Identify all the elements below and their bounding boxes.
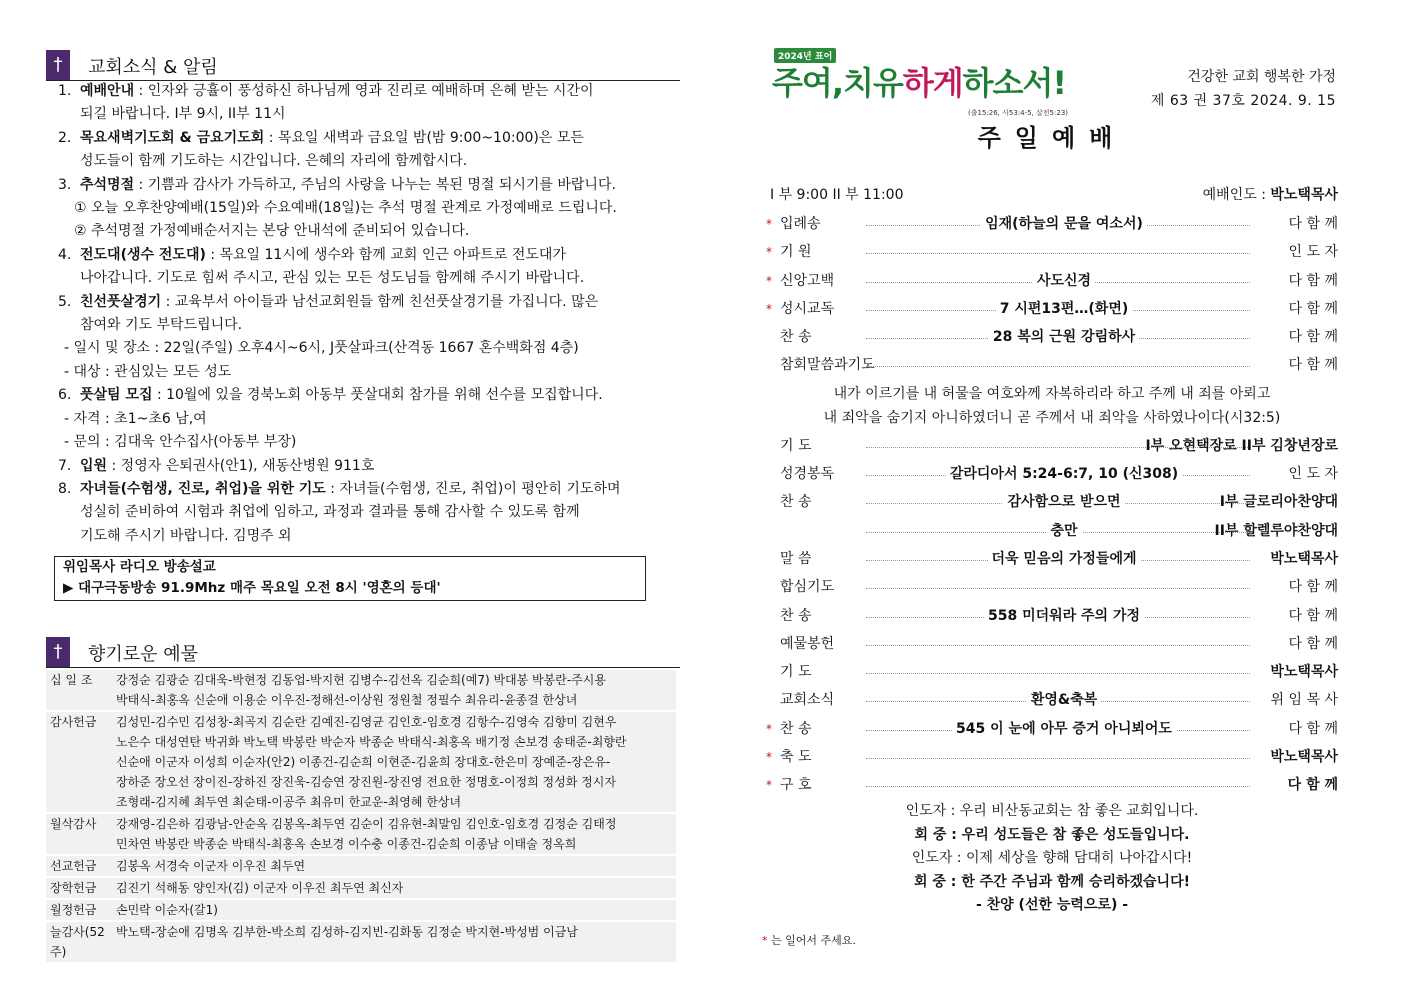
order-person: 박노택목사 — [1270, 749, 1338, 766]
verse-line: 내 죄악을 숨기지 아니하였더니 곧 주께서 내 죄악을 사하였나이다(시32:5) — [823, 409, 1281, 426]
offering-names — [116, 670, 676, 710]
offering-label: 늘감사(52주) — [50, 925, 105, 959]
order-label: 기 도 — [780, 437, 812, 454]
news-header — [46, 50, 680, 81]
order-row — [766, 295, 1338, 323]
notice-heading: 예배안내 — [80, 83, 135, 99]
order-row — [766, 743, 1338, 771]
order-label: 성경봉독 — [780, 466, 835, 483]
declaration-line: 인도자 : 우리 비산동교회는 참 좋은 교회입니다. — [905, 803, 1199, 819]
notice-continuation: 나아갑니다. 기도로 힘써 주시고, 관심 있는 모든 성도님들 함께해 주시기 바랍니다. — [80, 270, 585, 287]
notice-text: : 자녀들(수험생, 진로, 취업)이 평안히 기도하며 — [325, 480, 621, 497]
notice-heading: 추석명절 — [80, 176, 135, 193]
banner-reference: (출15:26, 사53:4-5, 살전5:23) — [968, 109, 1069, 117]
offering-name-line: 장하준 장오선 장이진-장하진 장진욱-김승연 장진원-장진영 전요한 정명호-이정희 정성화 정시자 — [116, 775, 616, 789]
order-row — [766, 460, 1338, 488]
offering-row — [46, 878, 676, 898]
notice-text: : 목요일 11시에 생수와 함께 교회 인근 아파트로 전도대가 — [205, 246, 566, 263]
order-label: 찬 송 — [780, 720, 812, 737]
service-times: I 부 9:00 II 부 11:00 — [770, 187, 904, 203]
notice-number: 8. — [58, 480, 72, 497]
order-person: 다 함 께 — [1288, 635, 1338, 652]
notice-text: : 정영자 은퇴권사(안1), 새동산병원 911호 — [107, 457, 375, 474]
offering-label: 월정헌금 — [50, 903, 97, 917]
order-item — [874, 323, 1254, 351]
order-label: 참회말씀과기도 — [780, 357, 875, 374]
order-person: II부 할렐루야찬양대 — [1214, 522, 1338, 539]
declaration-line: - 찬양 (선한 능력으로) - — [975, 897, 1129, 913]
order-label: 찬 송 — [780, 329, 812, 346]
order-row — [766, 488, 1338, 516]
order-item — [874, 686, 1254, 714]
cross-icon: † — [46, 637, 70, 667]
order-row — [766, 686, 1338, 714]
offering-name-line: 김진기 석해동 양인자(김) 이군자 이우진 최두연 최신자 — [116, 881, 404, 895]
notice-continuation: 성실히 준비하여 시험과 취업에 임하고, 과정과 결과를 통해 감사할 수 있도록 함께 — [80, 504, 580, 521]
standing-asterisk: * — [766, 273, 772, 288]
notice-number: 2. — [58, 129, 72, 146]
order-item-text: 558 미더워라 주의 가정 — [984, 608, 1144, 624]
offering-names — [116, 856, 676, 876]
notice-item — [46, 244, 680, 267]
order-label: 교회소식 — [780, 692, 835, 709]
dotted-leader — [866, 588, 1250, 589]
news-column — [46, 50, 680, 959]
order-item-text: 545 이 눈에 아무 증거 아니뵈어도 — [952, 721, 1176, 737]
order-item — [874, 295, 1254, 323]
news-title: 교회소식 & 알림 — [88, 57, 218, 78]
cross-icon: † — [46, 50, 70, 80]
notice-number: 5. — [58, 293, 72, 310]
order-item — [874, 460, 1254, 488]
dotted-leader — [866, 786, 1250, 787]
order-person: I부 글로리아찬양대 — [1219, 494, 1338, 511]
order-label: 합심기도 — [780, 579, 835, 596]
confession-verse — [766, 380, 1338, 432]
order-item-text: 7 시편13편…(화면) — [996, 301, 1133, 317]
notice-continuation: 참여와 기도 부탁드립니다. — [80, 317, 243, 334]
year-motto-banner — [768, 48, 1078, 117]
offering-label: 월삭감사 — [50, 817, 97, 831]
standing-asterisk: * — [766, 778, 772, 793]
notice-text: : 목요일 새벽과 금요일 밤(밤 9:00~10:00)은 모든 — [264, 129, 584, 146]
standing-note: * 는 일어서 주세요. — [762, 934, 856, 947]
notice-item — [46, 478, 680, 501]
dotted-leader — [866, 673, 1250, 674]
order-row — [766, 771, 1338, 799]
standing-asterisk: * — [766, 245, 772, 260]
declaration-line: 회 중 : 한 주간 주님과 함께 승리하겠습니다! — [913, 873, 1190, 890]
offering-row — [46, 814, 676, 854]
offering-row — [46, 922, 676, 962]
order-person: 다 함 께 — [1288, 579, 1338, 596]
offering-name-line: 손민락 이순자(갈1) — [116, 903, 218, 917]
offering-name-line: 박태식-최홍옥 신순애 이용순 이우진-정해선-이상원 정원철 정필수 최유리-윤종걸 한상녀 — [116, 693, 578, 707]
notice-text: : 기쁨과 감사가 가득하고, 주님의 사랑을 나누는 복된 명절 되시기를 바랍니다. — [134, 176, 616, 193]
order-item-text: 감사함으로 받으면 — [1003, 494, 1124, 510]
notice-text: : 인자와 긍휼이 풍성하신 하나님께 영과 진리로 예배하며 은혜 받는 시간이 — [134, 83, 594, 99]
order-label: 찬 송 — [780, 494, 812, 511]
order-row — [766, 432, 1338, 460]
order-label: 입례송 — [780, 216, 821, 232]
offering-name-line: 김성민-김수민 김성창-최곡지 김순란 김예진-김영균 김인호-임호경 김항수-김영숙 김향미 김현우 — [116, 715, 617, 729]
offering-row — [46, 856, 676, 876]
notice-item — [46, 291, 680, 314]
notice-continuation: 되길 바랍니다. I부 9시, II부 11시 — [80, 106, 286, 123]
order-person: 인 도 자 — [1288, 244, 1338, 261]
order-row — [766, 715, 1338, 743]
offering-table — [46, 670, 676, 964]
order-person: 다 함 께 — [1288, 607, 1338, 624]
standing-asterisk: * — [766, 217, 772, 231]
order-row — [766, 323, 1338, 351]
offering-label: 십 일 조 — [50, 673, 93, 687]
notice-number: 1. — [58, 83, 72, 99]
order-label: 말 씀 — [780, 550, 812, 567]
offering-label: 감사헌금 — [50, 715, 97, 729]
offering-name-line: 민차연 박봉란 박종순 박태식-최홍옥 손보경 이수충 이종건-김순희 이종남 이태술 정옥희 — [116, 837, 577, 851]
notice-continuation: 기도해 주시기 바랍니다. 김명주 외 — [80, 527, 292, 544]
worship-order — [766, 210, 1338, 800]
offering-names — [116, 878, 676, 898]
declaration-line: 회 중 : 우리 성도들은 참 좋은 성도들입니다. — [914, 826, 1190, 843]
notice-heading: 전도대(생수 전도대) — [80, 246, 206, 263]
order-item — [874, 210, 1254, 238]
order-label: 축 도 — [780, 749, 812, 766]
offering-label: 장학헌금 — [50, 881, 97, 895]
offering-name-line: 강재영-김은하 김광남-안순옥 김봉옥-최두연 김순이 김유현-최말임 김인호-임호경 김정순 김태정 — [116, 817, 617, 831]
offering-name-line: 김봉옥 서경숙 이군자 이우진 최두연 — [116, 859, 306, 873]
order-item — [874, 545, 1254, 573]
dotted-leader — [866, 758, 1250, 759]
offering-row — [46, 670, 676, 710]
order-item — [874, 517, 1254, 545]
offering-title: 향기로운 예물 — [88, 644, 199, 665]
offering-name-line: 조형래-김지혜 최두연 최순태-이공주 최유미 한교운-최영혜 한상녀 — [116, 795, 462, 809]
notice-item — [46, 455, 680, 478]
notice-heading: 입원 — [80, 457, 108, 474]
order-label: 기 원 — [780, 244, 812, 261]
notice-list — [46, 80, 680, 548]
order-item — [874, 488, 1254, 516]
order-item — [874, 602, 1254, 630]
offering-name-line: 노은수 대성연탄 박귀화 박노택 박봉란 박순자 박종순 박태식-최홍옥 배기정 손보경 송태준-최향란 — [116, 735, 627, 749]
order-person: 다 함 께 — [1287, 777, 1338, 794]
order-label: 기 도 — [780, 664, 812, 681]
offering-name-line: 박노택-장순애 김명옥 김부한-박소희 김성하-김지빈-김화동 김정순 박지현-박성범 이금남 — [116, 925, 578, 939]
dotted-leader — [866, 253, 1250, 254]
notice-subitem: - 일시 및 장소 : 22일(주일) 오후4시~6시, J풋살파크(산격동 1667 혼수백화점 4층) — [64, 340, 579, 357]
order-item-text: 충만 — [1046, 523, 1081, 539]
offering-row — [46, 712, 676, 812]
order-label: 신앙고백 — [780, 272, 835, 289]
order-person: 다 함 께 — [1288, 357, 1338, 374]
order-person: 다 함 께 — [1288, 216, 1338, 232]
notice-number: 7. — [58, 457, 72, 474]
banner-slogan: 주여,치유하게하소서! — [772, 64, 1066, 102]
notice-heading: 친선풋살경기 — [80, 293, 162, 310]
notice-continuation: 성도들이 함께 기도하는 시간입니다. 은혜의 자리에 함께합시다. — [80, 153, 468, 170]
notice-item — [46, 174, 680, 197]
order-label: 구 호 — [780, 777, 812, 794]
order-item-text: 임재(하늘의 문을 여소서) — [981, 216, 1147, 232]
offering-label: 선교헌금 — [50, 859, 97, 873]
order-row — [766, 517, 1338, 545]
volume-date: 제 63 권 37호 2024. 9. 15 — [1150, 93, 1336, 109]
order-label: 찬 송 — [780, 607, 812, 624]
order-row — [766, 210, 1338, 238]
order-label: 예물봉헌 — [780, 635, 835, 652]
order-person: 다 함 께 — [1288, 720, 1338, 737]
service-title: 주일예배 — [977, 123, 1127, 152]
order-item — [874, 715, 1254, 743]
order-row — [766, 267, 1338, 295]
order-row — [766, 658, 1338, 686]
service-leader: 예배인도 : 박노택목사 — [1202, 187, 1338, 203]
offering-names — [116, 922, 676, 962]
notice-text: : 교육부서 아이들과 남선교회원들 함께 친선풋살경기를 가집니다. 많은 — [161, 293, 599, 310]
notice-item — [46, 384, 680, 407]
notice-subitem: ② 추석명절 가정예배순서지는 본당 안내석에 준비되어 있습니다. — [74, 223, 470, 240]
order-row — [766, 573, 1338, 601]
order-row — [766, 630, 1338, 658]
order-person: 인 도 자 — [1288, 466, 1338, 483]
notice-number: 6. — [58, 387, 72, 404]
offering-header — [46, 637, 680, 668]
order-item-text: 더욱 믿음의 가정들에게 — [988, 551, 1141, 567]
standing-asterisk: * — [766, 721, 772, 736]
standing-asterisk: * — [766, 750, 772, 765]
offering-row — [46, 900, 676, 920]
order-person: 위 임 목 사 — [1270, 692, 1338, 709]
offering-name-line: 신순애 이군자 이성희 이순자(안2) 이종건-김순희 이현준-김윤희 장대호-한은미 장예준-장은유- — [116, 755, 611, 769]
notice-text: : 10월에 있을 경북노회 아동부 풋살대회 참가를 위해 선수를 모집합니다. — [152, 387, 603, 404]
notice-item — [46, 80, 680, 103]
order-item-text: 사도신경 — [1033, 273, 1095, 289]
order-label: 성시교독 — [780, 300, 835, 317]
dotted-leader — [866, 645, 1250, 646]
order-row — [766, 602, 1338, 630]
notice-subitem: ① 오늘 오후찬양예배(15일)와 수요예배(18일)는 추석 명절 관계로 가정예배로 드립니다. — [74, 200, 617, 217]
order-person: 다 함 께 — [1288, 329, 1338, 346]
notice-subitem: - 문의 : 김대욱 안수집사(아동부 부장) — [64, 434, 297, 451]
notice-heading: 자녀들(수험생, 진로, 취업)을 위한 기도 — [80, 480, 326, 497]
order-row — [766, 238, 1338, 266]
verse-line: 내가 이르기를 내 허물을 여호와께 자복하리라 하고 주께 내 죄를 아뢰고 — [833, 385, 1271, 402]
order-item-text: 환영&축복 — [1027, 692, 1101, 708]
notice-subitem: - 자격 : 초1~초6 남,여 — [64, 410, 207, 427]
order-item-text: 28 복의 근원 강림하사 — [989, 329, 1139, 345]
offering-name-line: 강정순 김광순 김대욱-박현정 김동업-박지현 김병수-김선옥 김순희(예7) 박대봉 박봉란-주시용 — [116, 673, 606, 687]
order-person: 박노택목사 — [1270, 664, 1338, 681]
order-item-text: 갈라디아서 5:24-6:7, 10 (신308) — [946, 466, 1182, 482]
order-person: 박노택목사 — [1270, 550, 1338, 567]
order-row — [766, 545, 1338, 573]
notice-number: 3. — [58, 176, 72, 193]
order-person: 다 함 께 — [1288, 272, 1338, 289]
radio-title: 위임목사 라디오 방송설교 — [63, 559, 216, 575]
notice-subitem: - 대상 : 관심있는 모든 성도 — [64, 363, 232, 380]
church-motto: 건강한 교회 행복한 가정 — [1187, 69, 1336, 85]
offering-names — [116, 712, 676, 812]
standing-asterisk: * — [766, 301, 772, 316]
order-person: I부 오현택장로 II부 김창년장로 — [1145, 437, 1338, 454]
notice-number: 4. — [58, 246, 72, 263]
dotted-leader — [866, 366, 1250, 367]
radio-detail: ▶ 대구극동방송 91.9Mhz 매주 목요일 오전 8시 '영혼의 등대' — [63, 580, 441, 596]
notice-heading: 목요새벽기도회 & 금요기도회 — [80, 129, 265, 146]
order-row — [766, 351, 1338, 379]
order-item — [874, 267, 1254, 295]
offering-names — [116, 900, 676, 920]
radio-broadcast-box — [54, 556, 646, 601]
banner-tag: 2024년 표어 — [774, 48, 836, 63]
offering-names — [116, 814, 676, 854]
notice-heading: 풋살팀 모집 — [80, 387, 153, 404]
closing-declaration — [762, 800, 1342, 918]
declaration-line: 인도자 : 이제 세상을 향해 담대히 나아갑시다! — [911, 850, 1193, 866]
asterisk-icon: * — [762, 934, 768, 947]
notice-item — [46, 127, 680, 150]
order-person: 다 함 께 — [1288, 300, 1338, 317]
